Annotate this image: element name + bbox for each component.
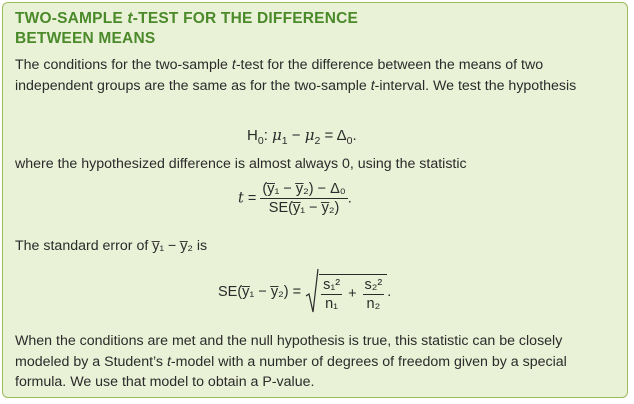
n2: n₂ [366,295,381,312]
se-intro-text: The standard error of [15,238,153,254]
title-line2: BETWEEN MEANS [15,30,156,47]
se-plus: + [348,286,357,302]
intro-text-2: -test for the difference between the means of two independent groups are the same as for the two-sample [15,57,544,94]
mu1-sub: 1 [281,135,288,147]
mu2-sub: 2 [314,135,321,147]
sqrt-symbol [305,268,319,316]
se-intro [15,236,615,257]
intro-paragraph [15,55,615,96]
se-formula [218,268,391,316]
radical-sign-icon [305,268,319,316]
delta-sub: 0 [346,135,353,147]
h-sub: 0 [257,135,264,147]
hypothesis-equation [247,126,357,147]
conclusion-t: t [166,353,171,370]
se-lhs: SE(y̅₁ − y̅₂) [218,284,289,300]
conclusion-paragraph [15,331,615,393]
mu2: μ [304,126,315,144]
box-title [15,9,358,49]
s1-squared: s₁² [323,276,341,293]
intro-text-1: The conditions for the two-sample [15,57,232,73]
h-equals: = [320,127,337,144]
t-symbol: t [238,190,244,207]
t-fraction [260,181,347,216]
title-post: -TEST FOR THE DIFFERENCE [132,10,359,27]
h-colon: : [263,127,273,144]
s2-squared: s₂² [364,276,383,293]
se-intro-expr: y̅₁ − y̅₂ [152,238,193,254]
var1-fraction [321,277,342,312]
se-period: . [387,284,392,300]
sqrt-body [319,274,387,312]
n1: n₁ [325,295,339,312]
h-letter: H [247,127,258,144]
t-equals: = [243,190,261,207]
t-statistic-formula [238,181,352,216]
where-text: where the hypothesized difference is almost always 0, using the statistic [15,156,467,172]
h-period: . [352,127,357,144]
h-minus: − [287,127,305,144]
delta: Δ [336,127,347,144]
title-line1 [15,10,358,27]
title-t: t [127,10,133,27]
intro-text-3: -interval. We test the hypothesis [374,77,577,94]
t-numerator: (y̅₁ − y̅₂) − Δ₀ [262,181,346,197]
se-intro-end: is [192,238,208,254]
mu1: μ [272,126,282,144]
intro-t-2: t [370,77,375,94]
conclusion-text-2: -model with a number of degrees of freedom given by a special formula. We use that model to obtain a P-value. [15,353,567,390]
se-equals: = [288,284,306,300]
t-period: . [347,190,352,207]
title-pre: TWO-SAMPLE [15,10,128,27]
intro-t-1: t [231,57,236,73]
var2-fraction [363,277,385,312]
conclusion-text-1: When the conditions are met and the null hypothesis is true, this statistic can be closely modeled by a Student’s [15,333,563,370]
t-denominator: SE(y̅₁ − y̅₂) [268,200,340,216]
